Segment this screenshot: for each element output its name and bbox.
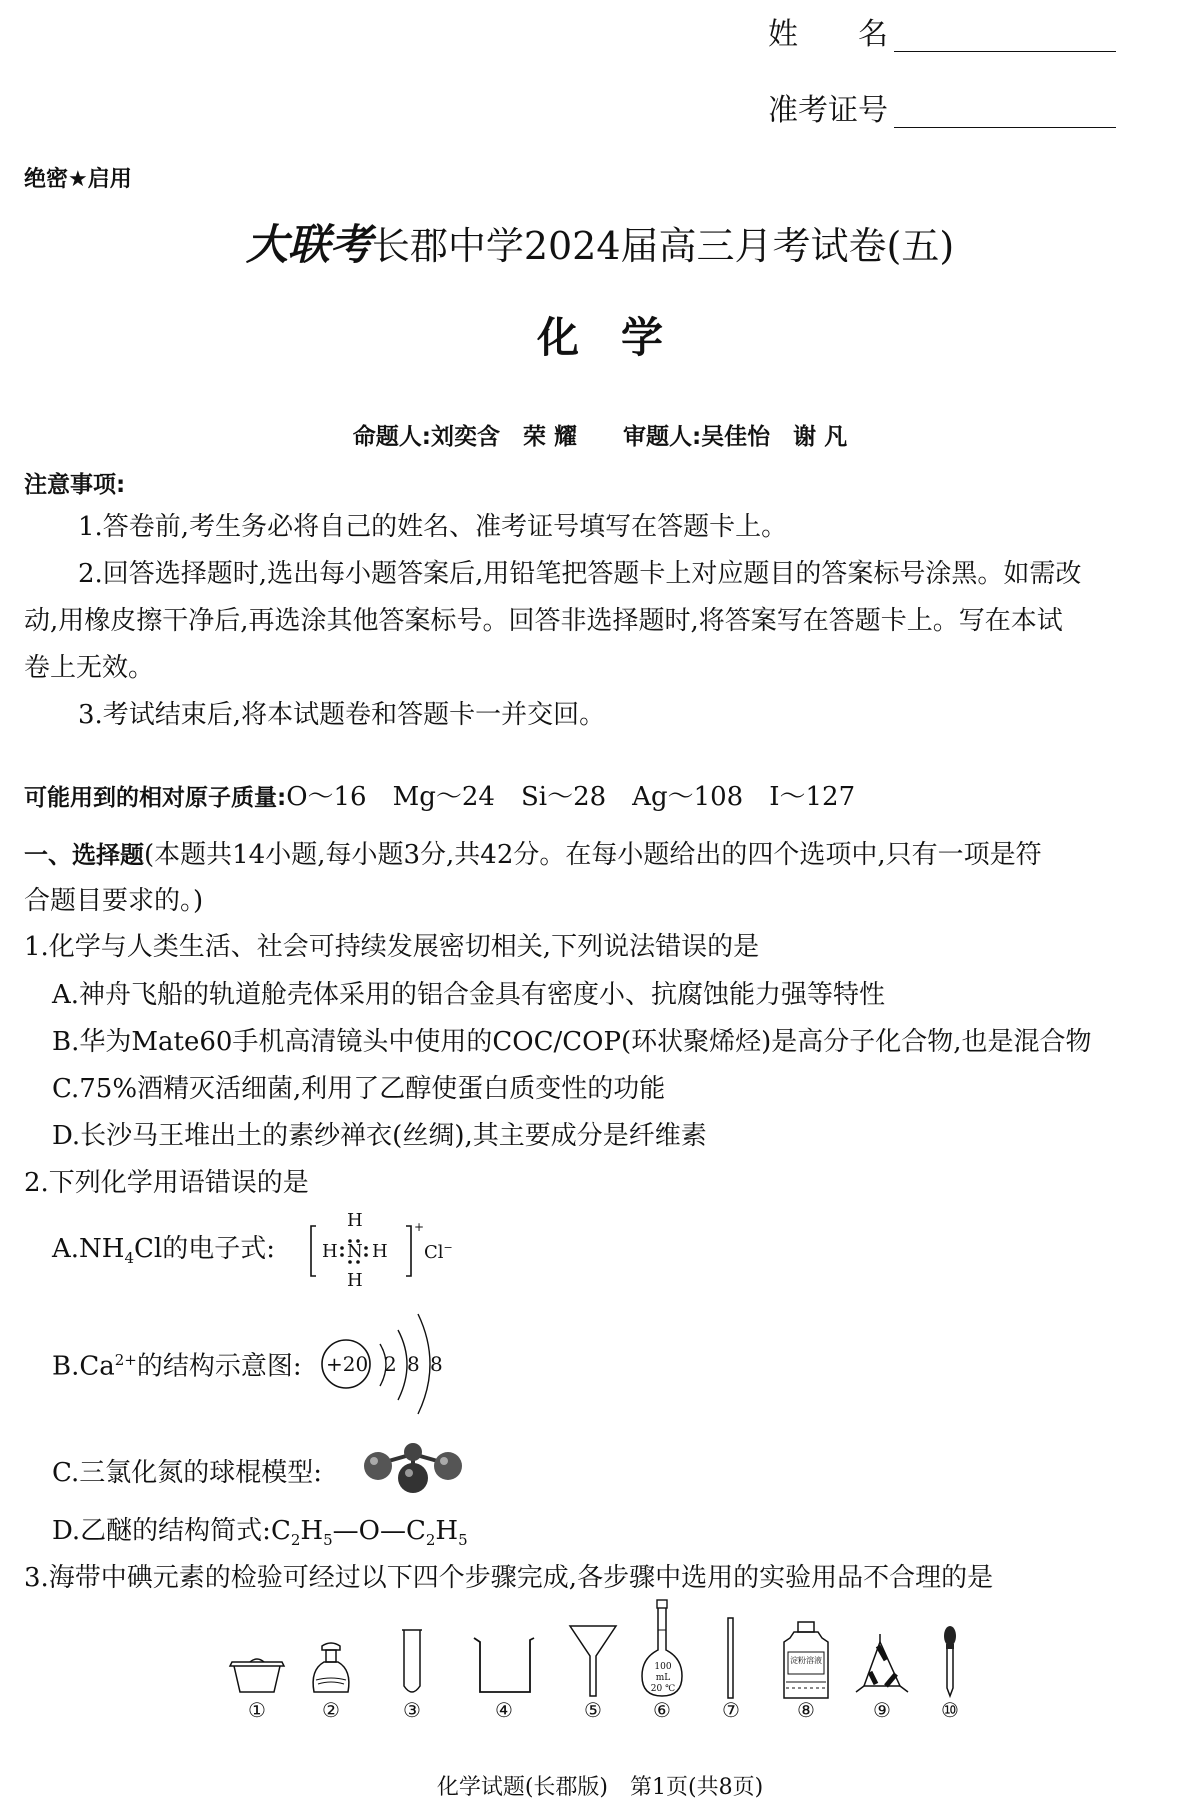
apparatus-label-7: ⑦ [722, 1698, 740, 1722]
name-blank[interactable] [894, 21, 1116, 52]
apparatus-label-9: ⑨ [873, 1698, 891, 1722]
title-brand: 大联考 [245, 220, 372, 269]
q1-option-a: A.神舟飞船的轨道舱壳体采用的铝合金具有密度小、抗腐蚀能力强等特性 [52, 980, 886, 1010]
dropper-icon [944, 1626, 956, 1696]
alcohol-lamp-icon [313, 1643, 349, 1692]
notice-item-3: 3.考试结束后,将本试题卷和答题卡一并交回。 [78, 700, 606, 730]
apparatus-label-8: ⑧ [797, 1698, 815, 1722]
apparatus-label-6: ⑥ [653, 1698, 671, 1722]
section1-desc: (本题共14小题,每小题3分,共42分。在每小题给出的四个选项中,只有一项是符 [144, 840, 1042, 870]
exam-id-label: 准考证号 [768, 93, 888, 128]
section1-header [24, 838, 1042, 872]
notice-item-1: 1.答卷前,考生务必将自己的姓名、准考证号填写在答题卡上。 [78, 512, 788, 542]
exam-id-blank[interactable] [894, 97, 1116, 128]
clay-triangle-icon [856, 1634, 908, 1692]
q2-option-b: $B.Ca^{2+}$的结构示意图: [52, 1351, 302, 1382]
atomic-mass-label: 可能用到的相对原子质量: [24, 785, 287, 811]
exam-title [0, 212, 1200, 272]
ca-ion-structure-diagram: +20 2 8 8 [320, 1310, 460, 1420]
notice-item-2: 2.回答选择题时,选出每小题答案后,用铅笔把答题卡上对应题目的答案标号涂黑。如需改 [78, 559, 1082, 589]
atomic-mass-line [24, 780, 855, 815]
q1-stem: 1.化学与人类生活、社会可持续发展密切相关,下列说法错误的是 [24, 932, 760, 962]
apparatus-label-4: ④ [495, 1698, 513, 1722]
exam-id-field [768, 94, 1116, 128]
notice-item-2-cont: 动,用橡皮擦干净后,再选涂其他答案标号。回答非选择题时,将答案写在答题卡上。写在本试 [24, 606, 1063, 636]
glass-rod-icon [728, 1618, 733, 1698]
atomic-mass-values: O～16 Mg～24 Si～28 Ag～108 I～127 [286, 782, 856, 812]
funnel-icon [570, 1626, 616, 1696]
starch-solution-label: 淀粉溶液 [790, 1656, 822, 1665]
crucible-icon [230, 1659, 284, 1692]
q1-option-b: B.华为Mate60手机高清镜头中使用的COC/COP(环状聚烯烃)是高分子化合物,也是混合物 [52, 1027, 1092, 1057]
flask-capacity-label: 100 mL 20 ℃ [650, 1662, 676, 1694]
q2-option-a: $A.NH_4Cl$的电子式: [52, 1234, 275, 1268]
q3-stem: 3.海带中碘元素的检验可经过以下四个步骤完成,各步骤中选用的实验用品不合理的是 [24, 1563, 994, 1593]
name-field [768, 18, 1116, 52]
secret-label: 绝密★启用 [24, 167, 132, 192]
q2-option-c: C.三氯化氮的球棍模型: [52, 1458, 322, 1488]
notice-heading: 注意事项: [24, 472, 126, 498]
subject-title: 化 学 [536, 313, 663, 362]
nh4cl-electron-formula: H H N H H + Cl− [308, 1210, 458, 1292]
apparatus-label-3: ③ [403, 1698, 421, 1722]
apparatus-label-10: ⑩ [941, 1698, 959, 1722]
test-tube-icon [402, 1630, 422, 1692]
apparatus-label-5: ⑤ [584, 1698, 602, 1722]
page-footer: 化学试题(长郡版) 第1页(共8页) [436, 1775, 764, 1800]
title-rest: 长郡中学2024届高三月考试卷(五) [371, 224, 955, 268]
ncl3-ball-stick-model [358, 1440, 468, 1496]
apparatus-label-2: ② [322, 1698, 340, 1722]
beaker-icon [474, 1638, 534, 1692]
section1-heading: 一、选择题 [24, 841, 144, 869]
authors: 命题人:刘奕含 荣 耀 审题人:吴佳怡 谢 凡 [352, 424, 848, 450]
q1-option-c: C.75%酒精灭活细菌,利用了乙醇使蛋白质变性的功能 [52, 1074, 666, 1104]
q1-option-d: D.长沙马王堆出土的素纱禅衣(丝绸),其主要成分是纤维素 [52, 1121, 707, 1151]
apparatus-label-1: ① [248, 1698, 266, 1722]
q2-option-d: D.乙醚的结构简式$:C_2H_5—O—C_2H_5$ [52, 1516, 468, 1550]
section1-desc-cont: 合题目要求的。) [24, 886, 204, 916]
apparatus-figure [220, 1600, 1040, 1730]
notice-item-2-end: 卷上无效。 [24, 653, 155, 683]
q2-stem: 2.下列化学用语错误的是 [24, 1168, 309, 1198]
name-label: 姓 名 [768, 17, 888, 52]
